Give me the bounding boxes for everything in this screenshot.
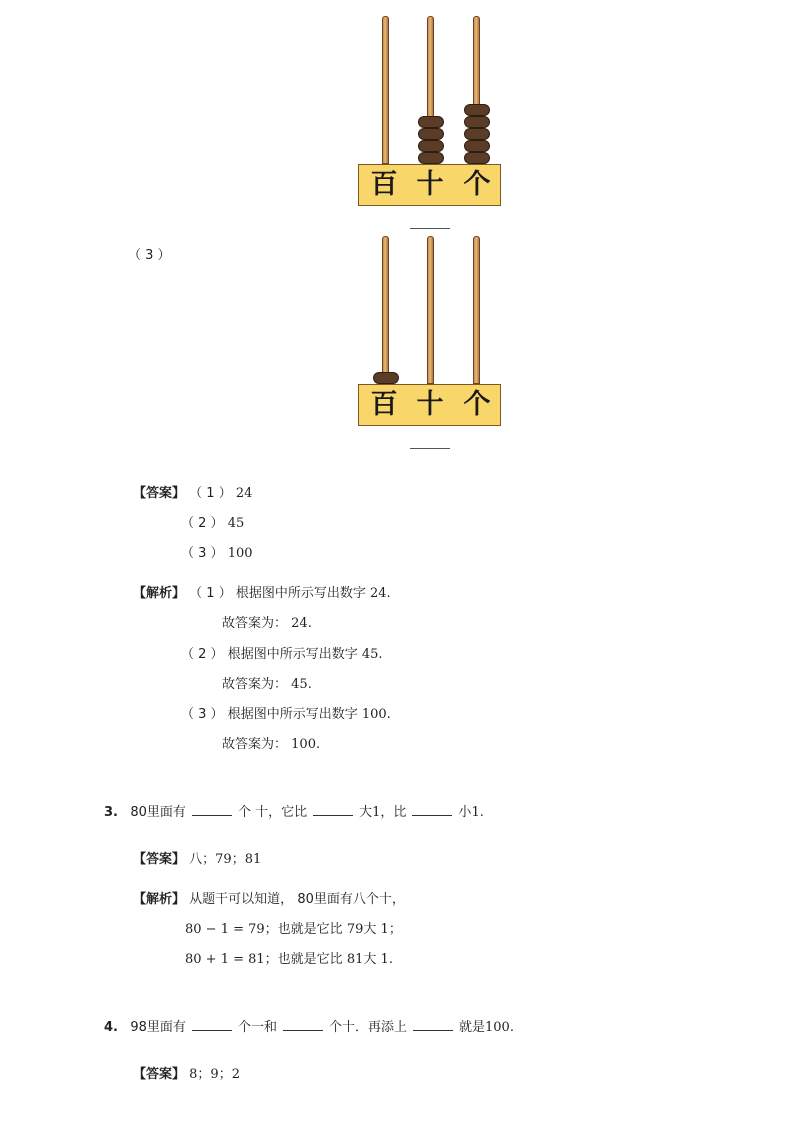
ones-bead [464, 140, 490, 152]
question-3 [104, 801, 484, 820]
analysis-text: 从题干可以知道， [189, 892, 294, 907]
answer-value: 100 [227, 546, 253, 561]
abacus-question-2 [358, 16, 502, 208]
question-text: 就是 [458, 1020, 485, 1035]
question-text: 98里面有 [130, 1020, 186, 1035]
answer-row-1 [133, 482, 252, 501]
answer-tag: 【答案】 [133, 852, 186, 867]
q3-analysis-3 [185, 948, 393, 967]
analysis-number: 81 [346, 952, 364, 967]
analysis-conclusion-1 [222, 612, 312, 631]
answer-blank-line [410, 448, 450, 449]
analysis-label: （ 3 ） [181, 707, 224, 722]
answer-label: （ 2 ） [181, 516, 224, 531]
analysis-row-3 [181, 703, 391, 722]
abacus-base [358, 384, 501, 426]
analysis-period: . [386, 707, 391, 722]
fill-blank[interactable] [313, 803, 353, 816]
ones-bead [464, 152, 490, 164]
hundreds-label: 百 [370, 389, 398, 420]
question-4 [104, 1016, 514, 1035]
analysis-period: . [386, 586, 391, 601]
ones-label: 个 [463, 169, 491, 200]
answer-value: 8；9；2 [189, 1067, 240, 1082]
fill-blank[interactable] [192, 1018, 232, 1031]
tens-bead [418, 116, 444, 128]
analysis-text: 根据图中所示写出数字 [227, 707, 358, 722]
question-text: 十，它比 [255, 805, 308, 820]
answer-label: （ 1 ） [189, 486, 232, 501]
question-text: . [479, 805, 484, 820]
analysis-number: 79 [346, 922, 364, 937]
q3-analysis-1 [133, 888, 405, 907]
question-text: 80里面有 [130, 805, 186, 820]
answer-row-2 [181, 512, 244, 531]
analysis-tag: 【解析】 [133, 892, 186, 907]
analysis-number: 45 [361, 647, 379, 662]
conclusion-number: 100 [291, 737, 316, 752]
conclusion-text: 故答案为： [222, 737, 288, 752]
analysis-text: . [388, 952, 393, 967]
ones-bead [464, 104, 490, 116]
question-number-value: 1 [372, 805, 381, 820]
fill-blank[interactable] [192, 803, 232, 816]
conclusion-text: 故答案为： [222, 616, 288, 631]
ones-bead [464, 116, 490, 128]
conclusion-period: . [307, 616, 312, 631]
question-number-value: 1 [471, 805, 480, 820]
hundreds-rod [382, 16, 389, 164]
tens-bead [418, 128, 444, 140]
tens-bead [418, 152, 444, 164]
tens-bead [418, 140, 444, 152]
analysis-number: 1 [380, 922, 389, 937]
question-text: . [509, 1020, 514, 1035]
question-number-value: 100 [484, 1020, 510, 1035]
tens-rod [427, 236, 434, 384]
analysis-number: 100 [361, 707, 387, 722]
answer-value: 24 [235, 486, 253, 501]
conclusion-number: 24 [291, 616, 308, 631]
abacus-question-3 [358, 236, 502, 428]
question-text: 小 [458, 805, 472, 820]
hundreds-label: 百 [370, 169, 398, 200]
conclusion-period: . [315, 737, 321, 752]
analysis-row-1 [133, 582, 391, 601]
question-text: 个十．再添上 [328, 1020, 407, 1035]
conclusion-text: 故答案为： [222, 677, 288, 692]
q3-answer [133, 848, 261, 867]
analysis-text: ；也就是它比 [264, 952, 343, 967]
conclusion-number: 45 [291, 677, 308, 692]
analysis-number: 1 [380, 952, 389, 967]
hundreds-rod [382, 236, 389, 384]
sub-question-label: （ 3 ） [128, 248, 171, 263]
analysis-text: 根据图中所示写出数字 [227, 647, 358, 662]
analysis-text: ； [388, 922, 402, 937]
ones-rod [473, 236, 480, 384]
analysis-tag: 【解析】 [133, 586, 186, 601]
fill-blank[interactable] [413, 1018, 453, 1031]
answer-tag: 【答案】 [133, 1067, 186, 1082]
fill-blank[interactable] [283, 1018, 323, 1031]
math-expression: 80 − 1 = 79 [185, 922, 265, 937]
tens-label: 十 [416, 169, 444, 200]
ones-bead [464, 128, 490, 140]
question-text: ，比 [380, 805, 407, 820]
analysis-period: . [378, 647, 383, 662]
question-text: 大 [359, 805, 373, 820]
q4-answer [133, 1063, 240, 1082]
answer-value: 45 [227, 516, 245, 531]
question-number: 3. [104, 805, 118, 820]
analysis-text: 大 [363, 952, 377, 967]
analysis-text: 大 [363, 922, 377, 937]
answer-label: （ 3 ） [181, 546, 224, 561]
analysis-conclusion-3 [222, 733, 320, 752]
analysis-label: （ 2 ） [181, 647, 224, 662]
math-expression: 80 + 1 = 81 [185, 952, 265, 967]
analysis-text: ；也就是它比 [264, 922, 343, 937]
conclusion-period: . [307, 677, 312, 692]
answer-tag: 【答案】 [133, 486, 186, 501]
analysis-text: 80里面有八个十， [297, 892, 405, 907]
answer-value: 八；79；81 [189, 852, 262, 867]
question-text: 个 [237, 805, 251, 820]
question-number: 4. [104, 1020, 118, 1035]
analysis-number: 24 [370, 586, 387, 601]
tens-label: 十 [416, 389, 444, 420]
fill-blank[interactable] [412, 803, 452, 816]
question-text: 个一和 [237, 1020, 277, 1035]
q3-analysis-2 [185, 918, 402, 937]
analysis-label: （ 1 ） [189, 586, 232, 601]
analysis-row-2 [181, 643, 383, 662]
hundreds-bead [373, 372, 399, 384]
ones-label: 个 [463, 389, 491, 420]
analysis-conclusion-2 [222, 673, 312, 692]
analysis-text: 根据图中所示写出数字 [235, 586, 366, 601]
abacus-base [358, 164, 501, 206]
answer-row-3 [181, 542, 253, 561]
answer-blank-line [410, 228, 450, 229]
